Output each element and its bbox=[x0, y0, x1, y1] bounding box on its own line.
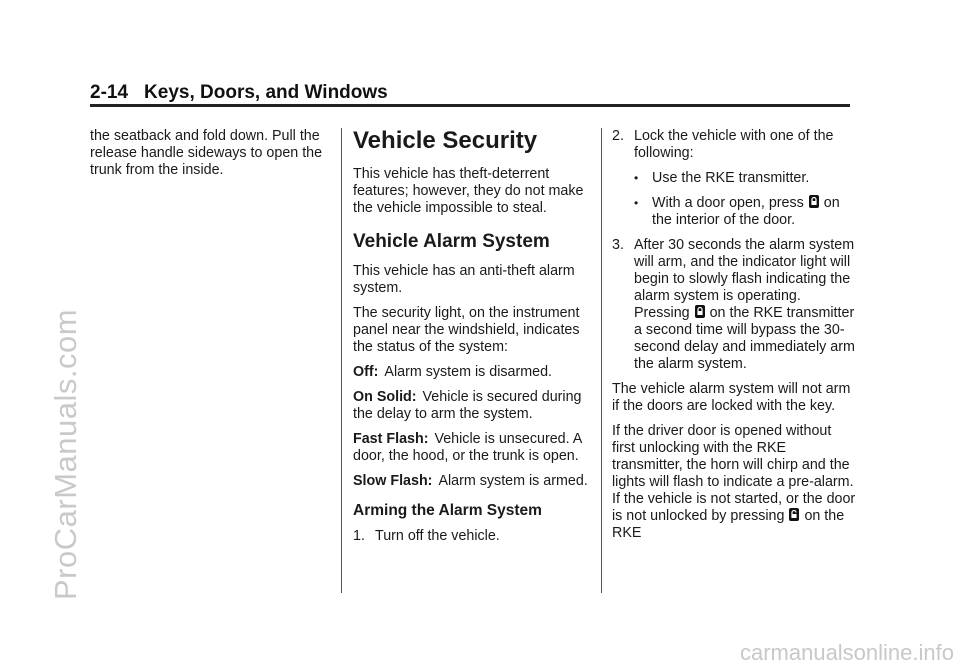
bullet-text bbox=[652, 195, 857, 229]
step-text bbox=[634, 237, 857, 373]
bullet-text: Use the RKE transmitter. bbox=[652, 170, 810, 186]
bullet-text-pre: With a door open, press bbox=[652, 195, 804, 211]
alarm-intro: This vehicle has an anti-theft alarm system. bbox=[353, 263, 575, 296]
step-number: 1. bbox=[353, 528, 365, 544]
step-text-pre: After 30 seconds the alarm system will arm, and the indicator light will begin to slowly flash indicating the alarm system is operating. Pressing bbox=[634, 237, 855, 321]
pre-alarm-text-post: on the RKE bbox=[612, 508, 845, 541]
footer-watermark: carmanualsonline.info bbox=[739, 640, 954, 665]
bullet-rke bbox=[634, 170, 857, 187]
header-rule bbox=[90, 104, 850, 107]
pre-alarm-text-pre: If the driver door is opened without first unlocking with the RKE transmitter, the horn will chirp and the lights will flash to indicate a pre-alarm. If the vehicle is not started, or the door is not unlocked by pressing bbox=[612, 423, 856, 524]
state-off bbox=[353, 364, 593, 381]
state-term: Slow Flash: bbox=[353, 473, 433, 489]
state-slow-flash bbox=[353, 473, 593, 490]
bullet-dot: • bbox=[634, 171, 639, 185]
state-desc: Alarm system is armed. bbox=[438, 473, 588, 489]
state-desc: Alarm system is disarmed. bbox=[384, 364, 553, 380]
intro-paragraph: This vehicle has theft-deterrent features; however, they do not make the vehicle impossible to steal. bbox=[353, 166, 584, 216]
step-text: Turn off the vehicle. bbox=[375, 528, 500, 544]
section-heading: Vehicle Security bbox=[353, 127, 538, 154]
column-3 bbox=[612, 128, 857, 550]
column-2 bbox=[353, 128, 593, 553]
pre-alarm-paragraph bbox=[612, 423, 857, 542]
arming-heading: Arming the Alarm System bbox=[353, 502, 542, 519]
step-3 bbox=[612, 237, 857, 373]
unlock-icon bbox=[789, 508, 799, 521]
lock-icon bbox=[695, 305, 705, 318]
step-1 bbox=[353, 528, 593, 545]
step-number: 3. bbox=[612, 237, 624, 253]
state-desc: Vehicle is unsecured. A door, the hood, or the trunk is open. bbox=[353, 431, 582, 464]
security-light-paragraph: The security light, on the instrument panel near the windshield, indicates the status of the system: bbox=[353, 305, 580, 355]
step-number: 2. bbox=[612, 128, 624, 144]
state-term: On Solid: bbox=[353, 389, 417, 405]
state-term: Off: bbox=[353, 364, 379, 380]
lock-icon bbox=[809, 195, 819, 208]
key-lock-paragraph: The vehicle alarm system will not arm if the doors are locked with the key. bbox=[612, 381, 851, 414]
step-text-post: on the RKE transmitter a second time will bypass the 30-second delay and immediately arm the alarm system. bbox=[634, 305, 855, 372]
column-divider-1 bbox=[341, 128, 342, 593]
state-fast-flash bbox=[353, 431, 593, 465]
state-term: Fast Flash: bbox=[353, 431, 429, 447]
page-header bbox=[90, 82, 388, 104]
state-desc: Vehicle is secured during the delay to arm the system. bbox=[353, 389, 582, 422]
step-text: Lock the vehicle with one of the following: bbox=[634, 128, 834, 161]
alarm-heading: Vehicle Alarm System bbox=[353, 231, 550, 252]
bullet-dot: • bbox=[634, 196, 639, 210]
section-title: Keys, Doors, and Windows bbox=[144, 82, 388, 103]
step-2 bbox=[612, 128, 857, 162]
column-1 bbox=[90, 128, 332, 187]
watermark-procarmanuals: ProCarManuals.com bbox=[48, 308, 83, 600]
continued-paragraph: the seatback and fold down. Pull the release handle sideways to open the trunk from the inside. bbox=[90, 128, 323, 178]
column-divider-2 bbox=[601, 128, 602, 593]
bullet-text-post: on the interior of the door. bbox=[652, 195, 840, 228]
state-on-solid bbox=[353, 389, 593, 423]
page-number: 2-14 bbox=[90, 82, 129, 103]
bullet-door bbox=[634, 195, 857, 229]
